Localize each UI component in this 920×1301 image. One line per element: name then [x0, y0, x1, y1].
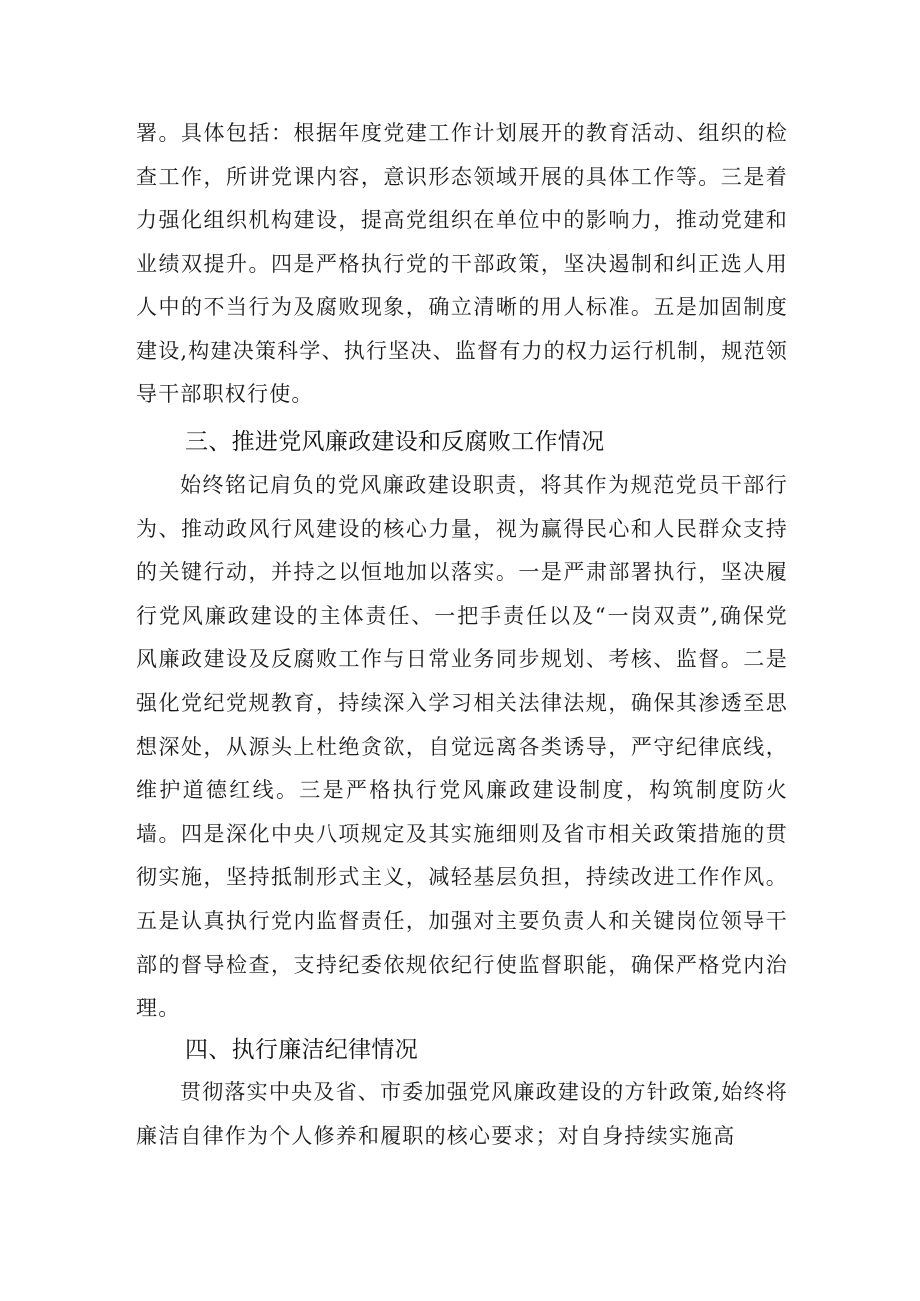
body-paragraph-section-3: 始终铭记肩负的党风廉政建设职责，将其作为规范党员干部行为、推动政风行风建设的核心力量，视为赢得民心和人民群众支持的关键行动，并持之以恒地加以落实。一是严肃部署执行，坚决履行党风廉政建设的主体责任、一把手责任以及“一岗双责”,确保党风廉政建设及反腐败工作与日常业务同步规划、考核、监督。二是强化党纪党规教育，持续深入学习相关法律法规，确保其渗透至思想深处，从源头上杜绝贪欲，自觉远离各类诱导，严守纪律底线，维护道德红线。三是严格执行党风廉政建设制度，构筑制度防火墙。四是深化中央八项规定及其实施细则及省市相关政策措施的贯彻实施，坚持抵制形式主义，减轻基层负担，持续改进工作作风。五是认真执行党内监督责任，加强对主要负责人和关键岗位领导干部的督导检查，支持纪委依规依纪行使监督职能，确保严格党内治理。 — [136, 473, 788, 1021]
section-heading-4: 四、执行廉洁纪律情况 — [185, 1037, 418, 1063]
body-paragraph-continued: 署。具体包括：根据年度党建工作计划展开的教育活动、组织的检查工作，所讲党课内容，意识形态领域开展的具体工作等。三是着力强化组织机构建设，提高党组织在单位中的影响力，推动党建和业绩双提升。四是严格执行党的干部政策，坚决遏制和纠正选人用人中的不当行为及腐败现象，确立清晰的用人标准。五是加固制度建设,构建决策科学、执行坚决、监督有力的权力运行机制，规范领导干部职权行使。 — [136, 121, 788, 406]
body-paragraph-section-4: 贯彻落实中央及省、市委加强党风廉政建设的方针政策,始终将廉洁自律作为个人修养和履职的核心要求；对自身持续实施高 — [136, 1080, 788, 1148]
section-heading-3: 三、推进党风廉政建设和反腐败工作情况 — [185, 429, 605, 455]
